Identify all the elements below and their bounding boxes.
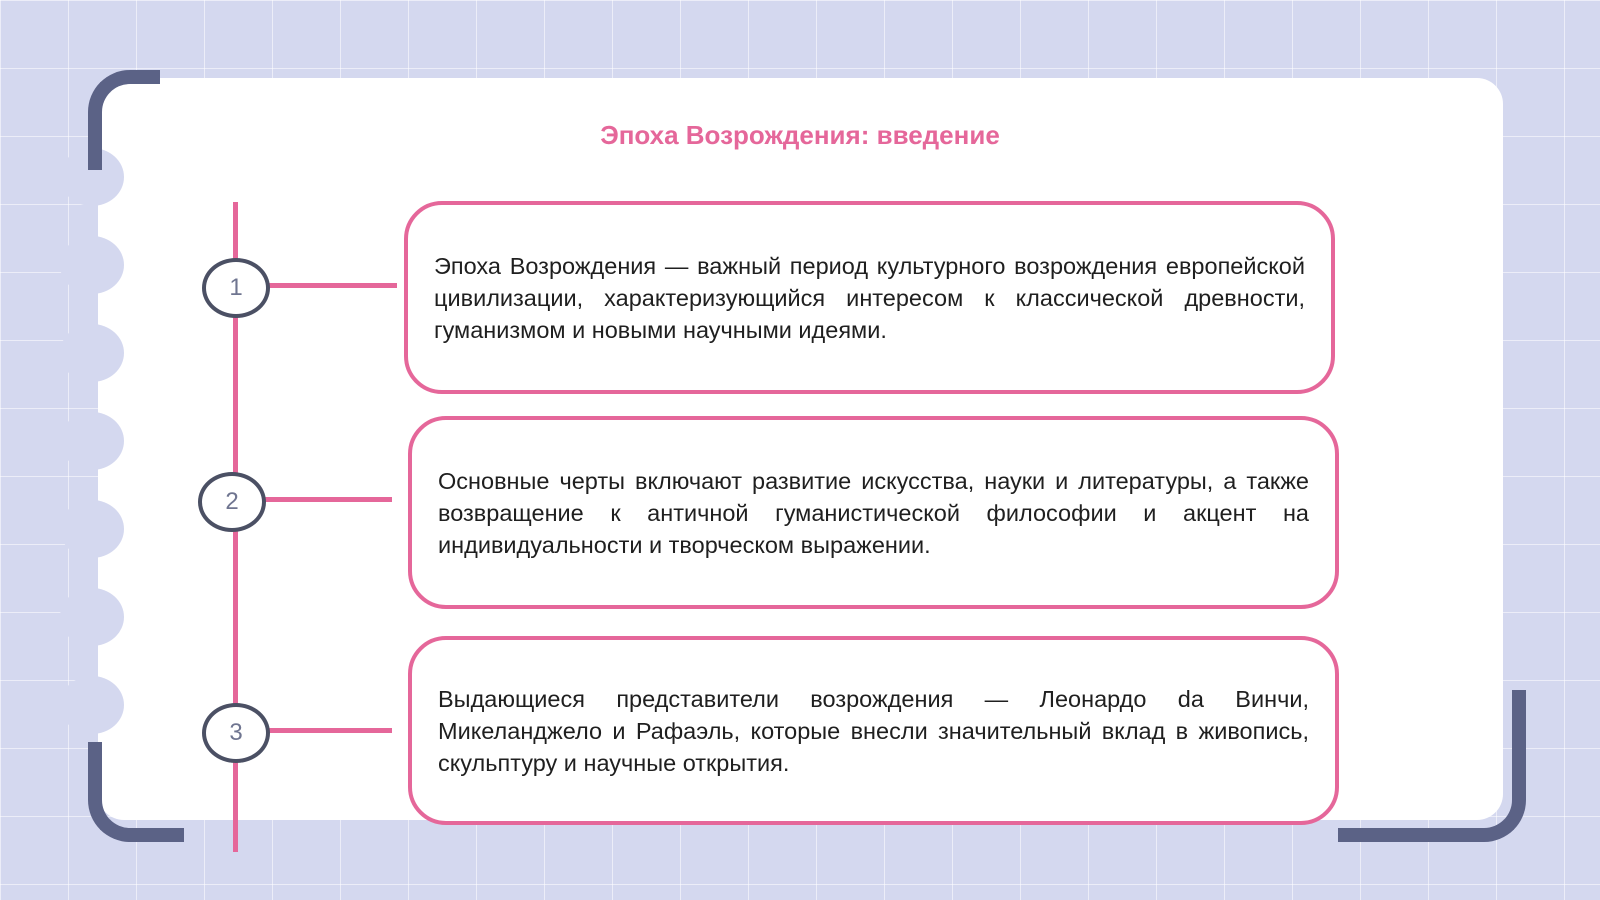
scallop-edge <box>60 500 124 558</box>
text-box-1-content: Эпоха Возрождения — важный период культурного возрождения европейской цивилизации, характеризующийся интересом к классической древности, гуманизмом и новыми научными идеями. <box>434 252 1305 343</box>
corner-bracket-bottom-right <box>1338 690 1526 842</box>
text-box-1 <box>404 201 1335 394</box>
step-circle-2 <box>198 472 266 532</box>
slide-title: Эпоха Возрождения: введение <box>600 120 1000 150</box>
text-box-2-content: Основные черты включают развитие искусства, науки и литературы, а также возвращение к античной гуманистической философии и акцент на индивидуальности и творческом выражении. <box>438 467 1309 558</box>
step-number-2: 2 <box>225 488 239 515</box>
scallop-edge <box>60 324 124 382</box>
text-box-3-content: Выдающиеся представители возрождения — Леонардо da Винчи, Микеланджело и Рафаэль, которые внесли значительный вклад в живопись, скульптуру и научные открытия. <box>438 685 1309 776</box>
connector-2 <box>262 497 392 502</box>
scallop-edge <box>60 588 124 646</box>
scallop-edge <box>60 236 124 294</box>
corner-bracket-bottom-left <box>88 742 184 842</box>
step-number-3: 3 <box>229 719 243 746</box>
connector-3 <box>266 728 392 733</box>
step-circle-3 <box>202 703 270 763</box>
text-box-2 <box>408 416 1339 609</box>
scallop-edge <box>60 412 124 470</box>
step-circle-1 <box>202 258 270 318</box>
step-number-1: 1 <box>229 274 243 301</box>
text-box-3 <box>408 636 1339 825</box>
connector-1 <box>266 283 397 288</box>
scallop-edge <box>60 676 124 734</box>
